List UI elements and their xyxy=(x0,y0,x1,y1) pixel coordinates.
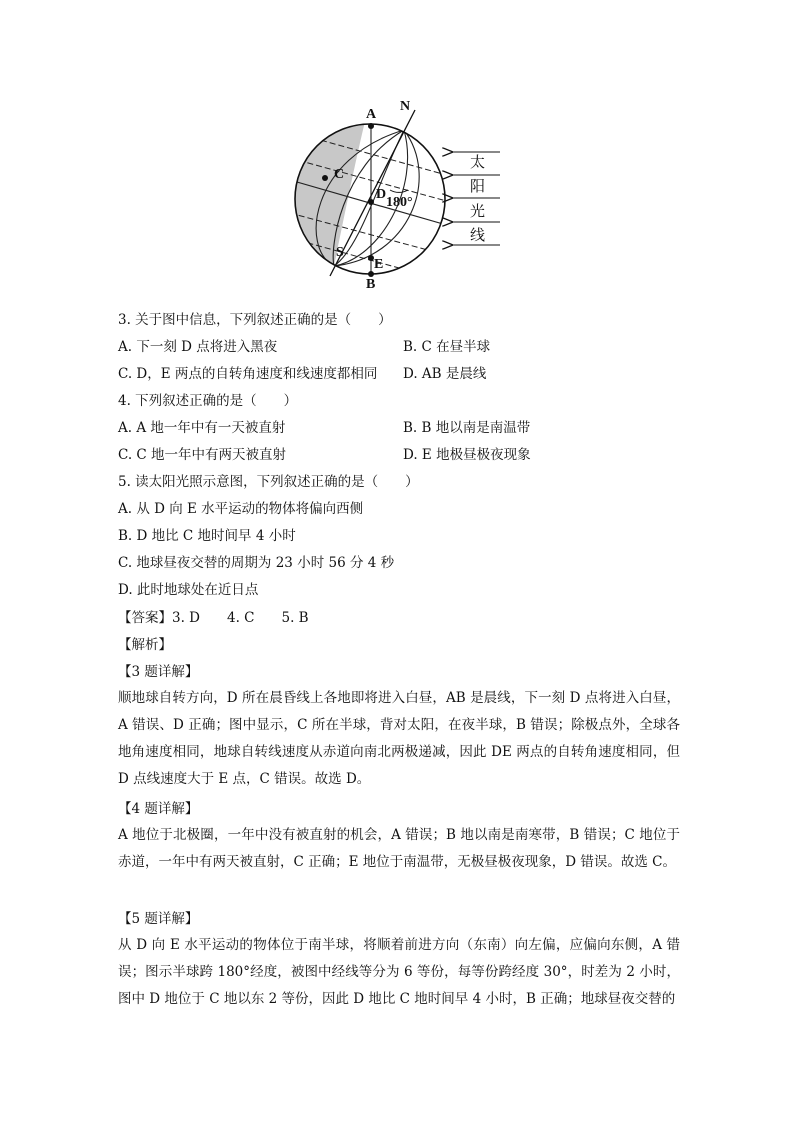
detail-4-text: A 地位于北极圈，一年中没有被直射的机会，A 错误；B 地以南是南寒带，B 错误；C 地位于赤道，一年中有两天被直射，C 正确；E 地位于南温带，无极昼极夜现象，D 错误。故选 C。 xyxy=(118,827,680,870)
detail-3-text: 顺地球自转方向，D 所在晨昏线上各地即将进入白昼，AB 是晨线，下一刻 D 点将进入白昼，A 错误、D 正确；图中显示，C 所在半球，背对太阳，在夜半球，B 错误；除极点外，全球各地角速度相同，地球自转线速度从赤道向南北两极递减，因此 DE 两点的自转角速度相同，但 D 点线速度大于 E 点，C 错误。故选 D。 xyxy=(118,690,680,787)
sun-char-4: 线 xyxy=(470,226,486,244)
detail-5-text: 从 D 向 E 水平运动的物体位于南半球，将顺着前进方向（东南）向左偏，应偏向东侧，A 错误；图示半球跨 180°经度，被图中经线等分为 6 等份，每等份跨经度 30°，时差为 2 小时，图中 D 地位于 C 地以东 2 等份，因此 D 地比 C 地时间早 4 小时，B 正确；地球昼夜交替的 xyxy=(118,937,680,1007)
question-4-option-b: B. B 地以南是南温带 xyxy=(403,420,531,436)
sun-char-2: 阳 xyxy=(470,177,486,195)
question-3-option-a: A. 下一刻 D 点将进入黑夜 xyxy=(118,339,278,355)
illumination-diagram xyxy=(290,98,510,298)
label-a: A xyxy=(366,107,377,122)
label-d: D xyxy=(376,187,387,202)
question-4-stem: 4. 下列叙述正确的是（ ） xyxy=(118,393,298,409)
detail-4-heading: 【4 题详解】 xyxy=(118,801,199,817)
question-5-option-a: A. 从 D 向 E 水平运动的物体将偏向西侧 xyxy=(118,501,364,517)
question-3-option-d: D. AB 是晨线 xyxy=(403,366,487,382)
question-3-stem: 3. 关于图中信息，下列叙述正确的是（ ） xyxy=(118,312,392,328)
question-3-option-c: C. D，E 两点的自转角速度和线速度都相同 xyxy=(118,366,378,382)
analysis-heading: 【解析】 xyxy=(118,637,172,653)
label-c: C xyxy=(334,167,345,182)
question-3-option-b: B. C 在昼半球 xyxy=(403,339,491,355)
question-4-option-c: C. C 地一年中有两天被直射 xyxy=(118,447,287,463)
label-n: N xyxy=(400,99,411,114)
question-4-option-d: D. E 地极昼极夜现象 xyxy=(403,447,531,463)
detail-5-heading: 【5 题详解】 xyxy=(118,911,199,927)
question-5-option-d: D. 此时地球处在近日点 xyxy=(118,582,259,598)
label-s: S xyxy=(336,245,344,260)
question-5-option-b: B. D 地比 C 地时间早 4 小时 xyxy=(118,528,296,544)
sun-char-1: 太 xyxy=(470,153,486,171)
label-e: E xyxy=(374,257,384,272)
label-b: B xyxy=(366,277,376,292)
label-180-degrees: 180° xyxy=(386,195,413,210)
question-5-stem: 5. 读太阳光照示意图，下列叙述正确的是（ ） xyxy=(118,474,419,490)
detail-3-heading: 【3 题详解】 xyxy=(118,664,199,680)
sun-char-3: 光 xyxy=(470,202,486,220)
question-5-option-c: C. 地球昼夜交替的周期为 23 小时 56 分 4 秒 xyxy=(118,555,395,571)
answer-line: 【答案】3. D 4. C 5. B xyxy=(118,610,309,626)
question-4-option-a: A. A 地一年中有一天被直射 xyxy=(118,420,286,436)
